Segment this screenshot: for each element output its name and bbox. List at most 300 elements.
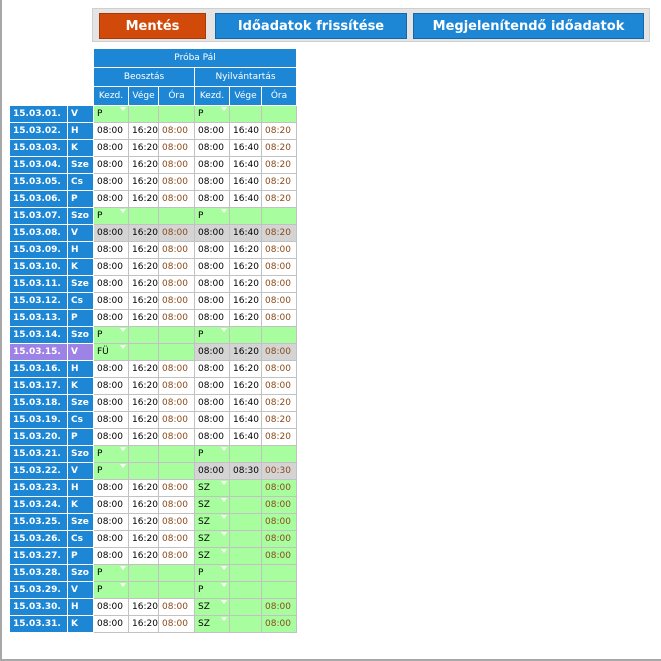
- dropdown-arrow-icon[interactable]: [221, 566, 227, 570]
- records-hours-value: 08:00: [265, 534, 291, 544]
- dropdown-arrow-icon[interactable]: [221, 515, 227, 519]
- records-start-cell[interactable]: [195, 429, 230, 446]
- records-start-cell[interactable]: [195, 548, 230, 565]
- dropdown-arrow-icon[interactable]: [221, 532, 227, 536]
- schedule-start-value: 08:00: [97, 228, 123, 238]
- records-start-value: P: [198, 211, 204, 221]
- schedule-end-header: Vége: [129, 87, 159, 106]
- records-start-cell[interactable]: [195, 174, 230, 191]
- dropdown-arrow-icon[interactable]: [221, 209, 227, 213]
- row-date[interactable]: 15.03.24.: [10, 497, 68, 514]
- schedule-end-cell[interactable]: [129, 293, 159, 310]
- schedule-end-cell[interactable]: [129, 242, 159, 259]
- records-end-cell[interactable]: [230, 497, 262, 514]
- schedule-end-cell[interactable]: [129, 174, 159, 191]
- row-weekday: H: [68, 242, 94, 259]
- schedule-start-cell[interactable]: [94, 548, 129, 565]
- schedule-start-cell[interactable]: [94, 497, 129, 514]
- row-date[interactable]: 15.03.10.: [10, 259, 68, 276]
- records-start-value: P: [198, 449, 204, 459]
- schedule-start-cell[interactable]: [94, 310, 129, 327]
- dropdown-arrow-icon[interactable]: [120, 345, 126, 349]
- schedule-hours-cell[interactable]: [159, 242, 195, 259]
- records-start-cell[interactable]: [195, 191, 230, 208]
- schedule-start-value: P: [97, 466, 103, 476]
- schedule-hours-cell[interactable]: [159, 174, 195, 191]
- row-weekday: Cs: [68, 174, 94, 191]
- records-end-cell[interactable]: [230, 208, 262, 225]
- dropdown-arrow-icon[interactable]: [120, 447, 126, 451]
- schedule-hours-cell[interactable]: [159, 582, 195, 599]
- records-group-header: Nyilvántartás: [195, 68, 297, 87]
- records-end-value: 16:40: [233, 228, 259, 238]
- row-date[interactable]: 15.03.13.: [10, 310, 68, 327]
- records-start-cell[interactable]: [195, 582, 230, 599]
- row-date[interactable]: 15.03.15.: [10, 344, 68, 361]
- records-end-cell[interactable]: [230, 565, 262, 582]
- records-hours-cell[interactable]: [262, 106, 297, 123]
- records-hours-cell[interactable]: [262, 599, 297, 616]
- records-hours-cell[interactable]: [262, 582, 297, 599]
- records-end-cell[interactable]: [230, 106, 262, 123]
- schedule-start-cell[interactable]: [94, 361, 129, 378]
- dropdown-arrow-icon[interactable]: [221, 328, 227, 332]
- schedule-start-value: 08:00: [97, 381, 123, 391]
- records-hours-header: Óra: [262, 87, 297, 106]
- schedule-hours-value: 08:00: [162, 381, 188, 391]
- schedule-start-cell[interactable]: [94, 208, 129, 225]
- schedule-hours-value: 08:00: [162, 415, 188, 425]
- records-end-cell[interactable]: [230, 225, 262, 242]
- row-date[interactable]: 15.03.30.: [10, 599, 68, 616]
- records-end-cell[interactable]: [230, 616, 262, 633]
- records-start-cell[interactable]: [195, 412, 230, 429]
- dropdown-arrow-icon[interactable]: [221, 498, 227, 502]
- table-row: [10, 514, 297, 531]
- row-date[interactable]: 15.03.14.: [10, 327, 68, 344]
- dropdown-arrow-icon[interactable]: [120, 464, 126, 468]
- schedule-hours-cell[interactable]: [159, 123, 195, 140]
- records-hours-cell[interactable]: [262, 310, 297, 327]
- schedule-hours-cell[interactable]: [159, 531, 195, 548]
- schedule-start-value: 08:00: [97, 143, 123, 153]
- records-start-cell[interactable]: [195, 599, 230, 616]
- records-start-cell[interactable]: [195, 259, 230, 276]
- schedule-end-value: 16:20: [132, 177, 158, 187]
- schedule-end-cell[interactable]: [129, 140, 159, 157]
- records-end-cell[interactable]: [230, 310, 262, 327]
- records-hours-cell[interactable]: [262, 344, 297, 361]
- schedule-start-value: 08:00: [97, 160, 123, 170]
- schedule-end-cell[interactable]: [129, 310, 159, 327]
- schedule-end-cell[interactable]: [129, 446, 159, 463]
- records-start-cell[interactable]: [195, 123, 230, 140]
- dropdown-arrow-icon[interactable]: [221, 447, 227, 451]
- schedule-start-cell[interactable]: [94, 123, 129, 140]
- records-hours-cell[interactable]: [262, 497, 297, 514]
- row-date[interactable]: 15.03.12.: [10, 293, 68, 310]
- dropdown-arrow-icon[interactable]: [221, 583, 227, 587]
- schedule-end-cell[interactable]: [129, 106, 159, 123]
- records-hours-cell[interactable]: [262, 225, 297, 242]
- records-end-cell[interactable]: [230, 582, 262, 599]
- dropdown-arrow-icon[interactable]: [120, 328, 126, 332]
- records-start-cell[interactable]: [195, 242, 230, 259]
- records-start-value: P: [198, 330, 204, 340]
- schedule-start-cell[interactable]: [94, 225, 129, 242]
- schedule-start-cell[interactable]: [94, 463, 129, 480]
- schedule-end-cell[interactable]: [129, 191, 159, 208]
- row-date[interactable]: 15.03.17.: [10, 378, 68, 395]
- schedule-hours-value: 08:00: [162, 483, 188, 493]
- records-end-cell[interactable]: [230, 140, 262, 157]
- schedule-end-cell[interactable]: [129, 344, 159, 361]
- records-start-cell[interactable]: [195, 310, 230, 327]
- records-start-cell[interactable]: [195, 327, 230, 344]
- records-end-value: 16:40: [233, 177, 259, 187]
- schedule-hours-cell[interactable]: [159, 293, 195, 310]
- records-start-value: SZ: [198, 551, 210, 561]
- records-end-cell[interactable]: [230, 548, 262, 565]
- records-end-cell[interactable]: [230, 123, 262, 140]
- records-start-cell[interactable]: [195, 106, 230, 123]
- save-button[interactable]: Mentés: [99, 13, 206, 39]
- schedule-end-cell[interactable]: [129, 378, 159, 395]
- schedule-hours-cell[interactable]: [159, 191, 195, 208]
- schedule-end-value: 16:20: [132, 381, 158, 391]
- row-date[interactable]: 15.03.19.: [10, 412, 68, 429]
- schedule-start-cell[interactable]: [94, 174, 129, 191]
- dropdown-arrow-icon[interactable]: [120, 107, 126, 111]
- records-hours-value: 08:20: [265, 228, 291, 238]
- row-date[interactable]: 15.03.08.: [10, 225, 68, 242]
- dropdown-arrow-icon[interactable]: [221, 107, 227, 111]
- schedule-start-cell[interactable]: [94, 191, 129, 208]
- schedule-hours-value: 08:00: [162, 500, 188, 510]
- row-date[interactable]: 15.03.21.: [10, 446, 68, 463]
- schedule-hours-cell[interactable]: [159, 157, 195, 174]
- schedule-end-cell[interactable]: [129, 412, 159, 429]
- schedule-group-header: Beosztás: [94, 68, 195, 87]
- schedule-end-cell[interactable]: [129, 463, 159, 480]
- schedule-hours-cell[interactable]: [159, 310, 195, 327]
- records-start-cell[interactable]: [195, 565, 230, 582]
- records-hours-cell[interactable]: [262, 429, 297, 446]
- schedule-start-cell[interactable]: [94, 599, 129, 616]
- row-date[interactable]: 15.03.31.: [10, 616, 68, 633]
- schedule-start-value: 08:00: [97, 517, 123, 527]
- records-end-cell[interactable]: [230, 242, 262, 259]
- row-weekday: P: [68, 191, 94, 208]
- schedule-start-cell[interactable]: [94, 565, 129, 582]
- records-hours-cell[interactable]: [262, 361, 297, 378]
- schedule-end-cell[interactable]: [129, 565, 159, 582]
- records-hours-cell[interactable]: [262, 123, 297, 140]
- records-hours-cell[interactable]: [262, 191, 297, 208]
- schedule-start-cell[interactable]: [94, 242, 129, 259]
- schedule-end-cell[interactable]: [129, 208, 159, 225]
- schedule-end-cell[interactable]: [129, 616, 159, 633]
- records-start-cell[interactable]: [195, 514, 230, 531]
- dropdown-arrow-icon[interactable]: [120, 566, 126, 570]
- schedule-start-cell[interactable]: [94, 157, 129, 174]
- schedule-hours-cell[interactable]: [159, 463, 195, 480]
- schedule-end-cell[interactable]: [129, 327, 159, 344]
- row-date[interactable]: 15.03.26.: [10, 531, 68, 548]
- records-hours-cell[interactable]: [262, 378, 297, 395]
- records-hours-cell[interactable]: [262, 327, 297, 344]
- schedule-hours-cell[interactable]: [159, 616, 195, 633]
- schedule-end-cell[interactable]: [129, 548, 159, 565]
- records-start-cell[interactable]: [195, 276, 230, 293]
- records-end-cell[interactable]: [230, 174, 262, 191]
- records-start-cell[interactable]: [195, 531, 230, 548]
- row-date[interactable]: 15.03.02.: [10, 123, 68, 140]
- schedule-start-cell[interactable]: [94, 582, 129, 599]
- records-end-cell[interactable]: [230, 293, 262, 310]
- schedule-end-cell[interactable]: [129, 276, 159, 293]
- row-date[interactable]: 15.03.05.: [10, 174, 68, 191]
- records-start-cell[interactable]: [195, 480, 230, 497]
- dropdown-arrow-icon[interactable]: [120, 209, 126, 213]
- schedule-start-value: P: [97, 109, 103, 119]
- dropdown-arrow-icon[interactable]: [221, 617, 227, 621]
- records-end-value: 16:40: [233, 415, 259, 425]
- schedule-hours-value: 08:00: [162, 517, 188, 527]
- records-end-value: 16:40: [233, 398, 259, 408]
- row-date[interactable]: 15.03.29.: [10, 582, 68, 599]
- schedule-end-cell[interactable]: [129, 514, 159, 531]
- records-start-cell[interactable]: [195, 225, 230, 242]
- refresh-time-data-button[interactable]: Időadatok frissítése: [215, 13, 407, 39]
- records-hours-cell[interactable]: [262, 463, 297, 480]
- records-start-cell[interactable]: [195, 157, 230, 174]
- schedule-end-cell[interactable]: [129, 497, 159, 514]
- records-end-cell[interactable]: [230, 514, 262, 531]
- dropdown-arrow-icon[interactable]: [221, 481, 227, 485]
- table-row: [10, 395, 297, 412]
- records-hours-cell[interactable]: [262, 565, 297, 582]
- records-hours-cell[interactable]: [262, 395, 297, 412]
- records-end-cell[interactable]: [230, 276, 262, 293]
- schedule-end-cell[interactable]: [129, 480, 159, 497]
- records-hours-cell[interactable]: [262, 412, 297, 429]
- records-hours-cell[interactable]: [262, 259, 297, 276]
- records-end-cell[interactable]: [230, 480, 262, 497]
- row-weekday: Cs: [68, 412, 94, 429]
- records-hours-cell[interactable]: [262, 514, 297, 531]
- schedule-hours-value: 08:00: [162, 619, 188, 629]
- dropdown-arrow-icon[interactable]: [221, 600, 227, 604]
- dropdown-arrow-icon[interactable]: [120, 583, 126, 587]
- row-date[interactable]: 15.03.16.: [10, 361, 68, 378]
- records-end-cell[interactable]: [230, 531, 262, 548]
- records-hours-cell[interactable]: [262, 531, 297, 548]
- records-end-cell[interactable]: [230, 378, 262, 395]
- row-date[interactable]: 15.03.27.: [10, 548, 68, 565]
- row-weekday: H: [68, 599, 94, 616]
- records-start-cell[interactable]: [195, 395, 230, 412]
- records-hours-cell[interactable]: [262, 276, 297, 293]
- schedule-hours-cell[interactable]: [159, 599, 195, 616]
- schedule-end-cell[interactable]: [129, 531, 159, 548]
- records-hours-cell[interactable]: [262, 293, 297, 310]
- schedule-hours-cell[interactable]: [159, 327, 195, 344]
- schedule-end-cell[interactable]: [129, 395, 159, 412]
- schedule-hours-cell[interactable]: [159, 412, 195, 429]
- schedule-start-cell[interactable]: [94, 276, 129, 293]
- records-end-cell[interactable]: [230, 361, 262, 378]
- schedule-start-cell[interactable]: [94, 531, 129, 548]
- schedule-hours-cell[interactable]: [159, 514, 195, 531]
- row-date[interactable]: 15.03.09.: [10, 242, 68, 259]
- schedule-hours-cell[interactable]: [159, 259, 195, 276]
- records-hours-cell[interactable]: [262, 157, 297, 174]
- records-start-value: P: [198, 585, 204, 595]
- table-row: [10, 327, 297, 344]
- row-date[interactable]: 15.03.25.: [10, 514, 68, 531]
- records-hours-cell[interactable]: [262, 140, 297, 157]
- schedule-start-value: 08:00: [97, 296, 123, 306]
- row-date[interactable]: 15.03.18.: [10, 395, 68, 412]
- table-row: [10, 565, 297, 582]
- schedule-start-cell[interactable]: [94, 378, 129, 395]
- records-hours-value: 08:20: [265, 398, 291, 408]
- records-start-cell[interactable]: [195, 463, 230, 480]
- schedule-hours-value: 08:00: [162, 177, 188, 187]
- records-start-cell[interactable]: [195, 378, 230, 395]
- records-end-cell[interactable]: [230, 259, 262, 276]
- records-end-cell[interactable]: [230, 157, 262, 174]
- schedule-start-cell[interactable]: [94, 259, 129, 276]
- records-hours-cell[interactable]: [262, 480, 297, 497]
- row-date[interactable]: 15.03.22.: [10, 463, 68, 480]
- schedule-hours-cell[interactable]: [159, 565, 195, 582]
- displayed-time-data-button[interactable]: Megjelenítendő időadatok: [413, 13, 644, 39]
- records-start-value: 08:00: [198, 279, 224, 289]
- schedule-hours-cell[interactable]: [159, 361, 195, 378]
- schedule-end-cell[interactable]: [129, 429, 159, 446]
- records-start-cell[interactable]: [195, 293, 230, 310]
- records-hours-cell[interactable]: [262, 446, 297, 463]
- records-start-cell[interactable]: [195, 208, 230, 225]
- row-date[interactable]: 15.03.01.: [10, 106, 68, 123]
- schedule-end-cell[interactable]: [129, 225, 159, 242]
- schedule-hours-cell[interactable]: [159, 208, 195, 225]
- records-start-cell[interactable]: [195, 344, 230, 361]
- schedule-start-cell[interactable]: [94, 395, 129, 412]
- schedule-start-cell[interactable]: [94, 106, 129, 123]
- records-end-cell[interactable]: [230, 327, 262, 344]
- row-date[interactable]: 15.03.06.: [10, 191, 68, 208]
- schedule-hours-cell[interactable]: [159, 378, 195, 395]
- schedule-start-value: 08:00: [97, 551, 123, 561]
- records-hours-cell[interactable]: [262, 174, 297, 191]
- schedule-start-cell[interactable]: [94, 514, 129, 531]
- schedule-start-cell[interactable]: [94, 140, 129, 157]
- records-start-value: 08:00: [198, 177, 224, 187]
- records-end-value: 16:20: [233, 364, 259, 374]
- row-weekday: K: [68, 497, 94, 514]
- row-date[interactable]: 15.03.23.: [10, 480, 68, 497]
- records-start-cell[interactable]: [195, 497, 230, 514]
- schedule-end-cell[interactable]: [129, 582, 159, 599]
- schedule-end-cell[interactable]: [129, 157, 159, 174]
- records-hours-cell[interactable]: [262, 242, 297, 259]
- schedule-hours-value: 08:00: [162, 262, 188, 272]
- row-weekday: Sze: [68, 157, 94, 174]
- schedule-hours-cell[interactable]: [159, 429, 195, 446]
- row-date[interactable]: 15.03.11.: [10, 276, 68, 293]
- schedule-hours-cell[interactable]: [159, 225, 195, 242]
- records-hours-cell[interactable]: [262, 208, 297, 225]
- row-date[interactable]: 15.03.07.: [10, 208, 68, 225]
- row-date[interactable]: 15.03.28.: [10, 565, 68, 582]
- schedule-start-value: 08:00: [97, 126, 123, 136]
- schedule-hours-cell[interactable]: [159, 140, 195, 157]
- schedule-hours-cell[interactable]: [159, 446, 195, 463]
- schedule-hours-cell[interactable]: [159, 480, 195, 497]
- schedule-end-cell[interactable]: [129, 361, 159, 378]
- schedule-hours-value: 08:00: [162, 602, 188, 612]
- records-end-cell[interactable]: [230, 412, 262, 429]
- row-date[interactable]: 15.03.04.: [10, 157, 68, 174]
- schedule-end-cell[interactable]: [129, 599, 159, 616]
- schedule-hours-cell[interactable]: [159, 497, 195, 514]
- schedule-hours-cell[interactable]: [159, 276, 195, 293]
- records-hours-value: 08:00: [265, 279, 291, 289]
- schedule-start-cell[interactable]: [94, 344, 129, 361]
- schedule-start-cell[interactable]: [94, 616, 129, 633]
- records-end-cell[interactable]: [230, 395, 262, 412]
- records-hours-value: 08:20: [265, 126, 291, 136]
- schedule-end-value: 16:20: [132, 194, 158, 204]
- row-date[interactable]: 15.03.20.: [10, 429, 68, 446]
- schedule-hours-cell[interactable]: [159, 106, 195, 123]
- schedule-start-cell[interactable]: [94, 327, 129, 344]
- dropdown-arrow-icon[interactable]: [221, 549, 227, 553]
- records-start-cell[interactable]: [195, 361, 230, 378]
- schedule-end-cell[interactable]: [129, 259, 159, 276]
- records-end-cell[interactable]: [230, 429, 262, 446]
- schedule-start-cell[interactable]: [94, 412, 129, 429]
- schedule-start-cell[interactable]: [94, 446, 129, 463]
- schedule-hours-cell[interactable]: [159, 548, 195, 565]
- schedule-start-cell[interactable]: [94, 429, 129, 446]
- row-date[interactable]: 15.03.03.: [10, 140, 68, 157]
- records-hours-cell[interactable]: [262, 548, 297, 565]
- schedule-end-value: 16:20: [132, 228, 158, 238]
- records-hours-value: 08:00: [265, 517, 291, 527]
- records-hours-cell[interactable]: [262, 616, 297, 633]
- records-start-cell[interactable]: [195, 446, 230, 463]
- schedule-start-cell[interactable]: [94, 293, 129, 310]
- records-end-cell[interactable]: [230, 446, 262, 463]
- records-end-cell[interactable]: [230, 191, 262, 208]
- row-weekday: Cs: [68, 531, 94, 548]
- schedule-hours-cell[interactable]: [159, 344, 195, 361]
- schedule-hours-cell[interactable]: [159, 395, 195, 412]
- records-end-cell[interactable]: [230, 344, 262, 361]
- records-end-cell[interactable]: [230, 599, 262, 616]
- schedule-start-cell[interactable]: [94, 480, 129, 497]
- records-end-cell[interactable]: [230, 463, 262, 480]
- schedule-end-cell[interactable]: [129, 123, 159, 140]
- records-start-cell[interactable]: [195, 140, 230, 157]
- records-start-value: 08:00: [198, 432, 224, 442]
- records-start-cell[interactable]: [195, 616, 230, 633]
- schedule-start-value: 08:00: [97, 194, 123, 204]
